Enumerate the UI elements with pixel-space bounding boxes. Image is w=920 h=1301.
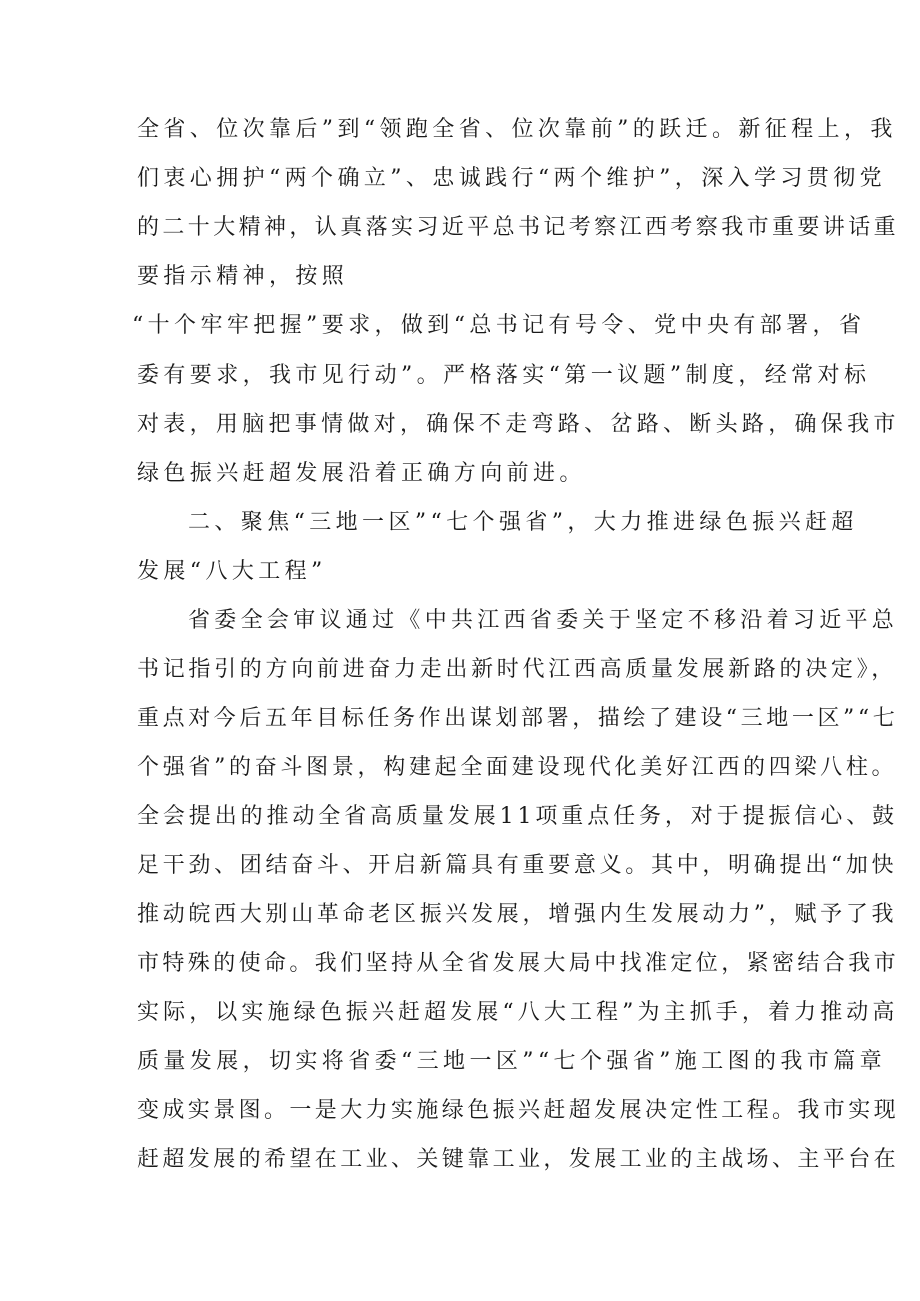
text-line: 变成实景图。一是大力实施绿色振兴赶超发展决定性工程。我市实现 bbox=[137, 1098, 900, 1123]
section-heading: 二、聚焦“三地一区”“七个强省”，大力推进绿色振兴赶超 bbox=[188, 510, 858, 535]
section-heading: 发展“八大工程” bbox=[137, 559, 327, 584]
text-line: 实际，以实施绿色振兴赶超发展“八大工程”为主抓手，着力推动高 bbox=[137, 1000, 899, 1025]
text-line: 书记指引的方向前进奋力走出新时代江西高质量发展新路的决定》， bbox=[137, 657, 898, 682]
text-line: 质量发展，切实将省委“三地一区”“七个强省”施工图的我市篇章 bbox=[137, 1049, 886, 1074]
text-line: 足干劲、团结奋斗、开启新篇具有重要意义。其中，明确提出“加快 bbox=[137, 853, 898, 878]
text-line: 个强省”的奋斗图景，构建起全面建设现代化美好江西的四梁八柱。 bbox=[137, 755, 898, 780]
text-line: 的二十大精神，认真落实习近平总书记考察江西考察我市重要讲话重 bbox=[137, 215, 900, 240]
text-line: 对表，用脑把事情做对，确保不走弯路、岔路、断头路，确保我市 bbox=[137, 412, 900, 437]
text-line: “十个牢牢把握”要求，做到“总书记有号令、党中央有部署，省 bbox=[132, 313, 866, 338]
text-line: 全会提出的推动全省高质量发展11项重点任务，对于提振信心、鼓 bbox=[137, 804, 898, 829]
text-line: 省委全会审议通过《中共江西省委关于坚定不移沿着习近平总 bbox=[188, 608, 899, 633]
text-line: 委有要求，我市见行动”。严格落实“第一议题”制度，经常对标 bbox=[137, 363, 871, 388]
text-line: 全省、位次靠后”到“领跑全省、位次靠前”的跃迁。新征程上，我 bbox=[137, 117, 897, 142]
text-line: 推动皖西大别山革命老区振兴发展，增强内生发展动力”，赋予了我 bbox=[137, 902, 898, 927]
text-line: 们衷心拥护“两个确立”、忠诚践行“两个维护”，深入学习贯彻党 bbox=[137, 166, 886, 191]
text-line: 市特殊的使命。我们坚持从全省发展大局中找准定位，紧密结合我市 bbox=[137, 951, 900, 976]
text-line: 赶超发展的希望在工业、关键靠工业，发展工业的主战场、主平台在 bbox=[137, 1147, 900, 1172]
text-line: 要指示精神，按照 bbox=[137, 264, 349, 289]
text-line: 绿色振兴赶超发展沿着正确方向前进。 bbox=[137, 461, 586, 486]
text-line: 重点对今后五年目标任务作出谋划部署，描绘了建设“三地一区”“七 bbox=[137, 706, 899, 731]
